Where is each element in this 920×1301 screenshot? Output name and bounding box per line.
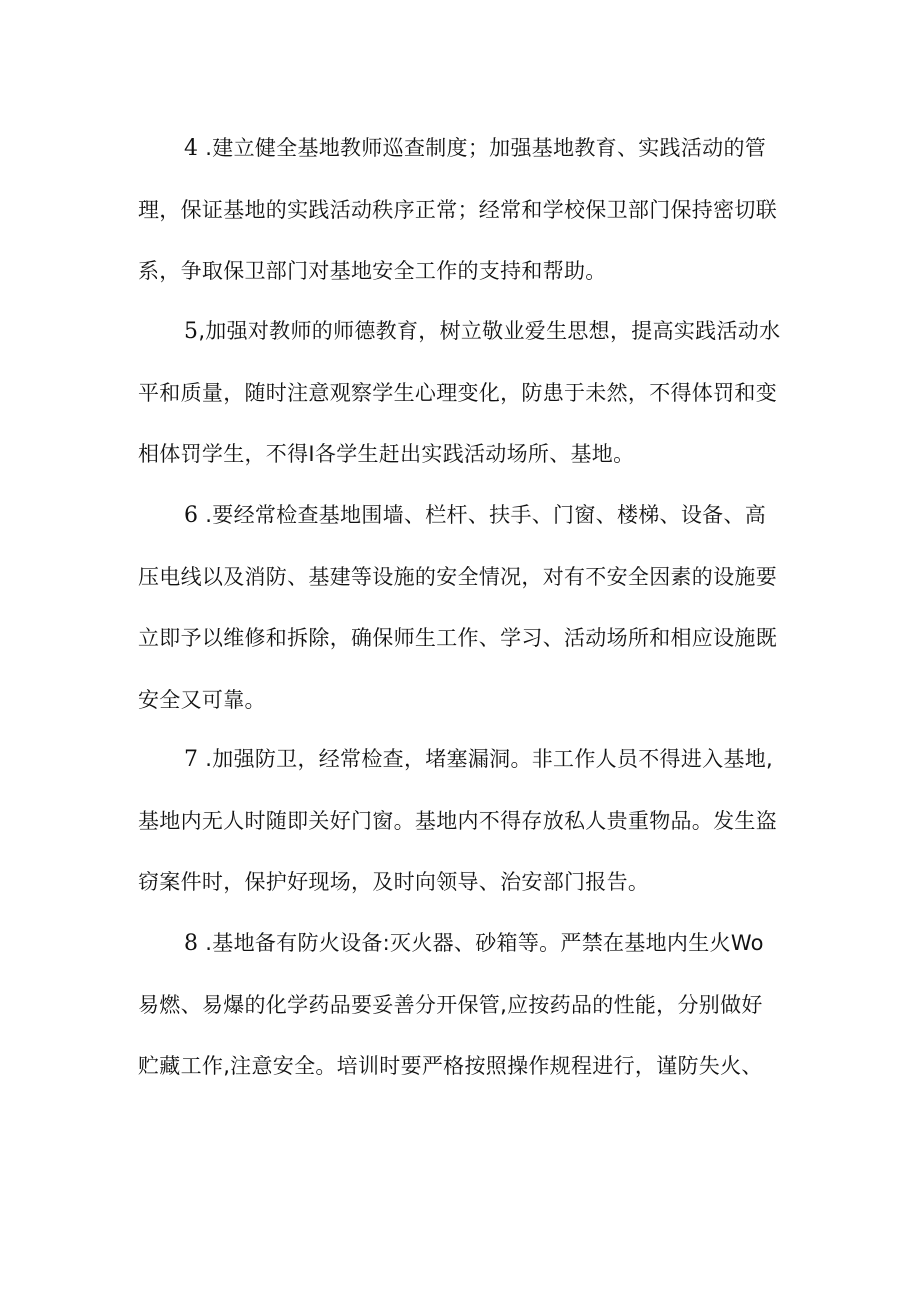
paragraph-line (138, 913, 788, 975)
line-text: 压电线以及消防、基建等设施的安全情况，对有不安全因素的设施要 (138, 564, 777, 589)
paragraph-line (138, 301, 788, 363)
paragraph-line (138, 729, 788, 791)
paragraph-8 (138, 913, 788, 1098)
paragraph-5 (138, 301, 788, 486)
line-text: ,加强对教师的师德教育，树立敬业爱生思想，提高实践活动水 (198, 319, 781, 343)
paragraph-number: 8 (184, 931, 199, 956)
line-text: .加强防卫，经常检查，堵塞漏洞。非工作人员不得进入基地, (198, 747, 774, 771)
paragraph-number: 6 (184, 503, 199, 528)
line-text: 立即予以维修和拆除，确保师生工作、学习、活动场所和相应设施既 (138, 626, 777, 650)
line-text: .建立健全基地教师巡查制度；加强基地教育、实践活动的管 (198, 136, 767, 160)
paragraph-4 (138, 118, 788, 303)
line-text: 易燃、易爆的化学药品要妥善分开保管,应按药品的性能，分别做好 (138, 992, 763, 1017)
paragraph-6 (138, 485, 788, 731)
paragraph-line (138, 118, 788, 180)
line-text: 系，争取保卫部门对基地安全工作的支持和帮助。 (138, 259, 607, 283)
paragraph-number: 7 (184, 747, 199, 772)
line-text: .基地备有防火设备:灭火器、砂箱等。严禁在基地内生火Wo (198, 931, 764, 955)
line-text: 安全又可靠。 (138, 687, 266, 712)
paragraph-number: 5 (184, 319, 199, 344)
paragraph-7 (138, 729, 788, 914)
paragraph-number: 4 (184, 136, 199, 161)
line-text: 窃案件时，保护好现场，及时向领导、治安部门报告。 (138, 870, 650, 894)
line-text: .要经常检查基地围墙、栏杆、扶手、门窗、楼梯、设备、高 (198, 503, 767, 527)
line-text: 基地内无人时随即关好门窗。基地内不得存放私人贵重物品。发生盗 (138, 808, 777, 833)
line-text: 理，保证基地的实践活动秩序正常；经常和学校保卫部门保持密切联 (138, 197, 777, 222)
line-text: 平和质量，随时注意观察学生心理变化，防患于未然，不得体罚和变 (138, 380, 777, 405)
paragraph-line (138, 485, 788, 547)
line-text: 贮藏工作,注意安全。培训时要严格按照操作规程进行，谨防失火、 (138, 1054, 763, 1078)
line-text: 相体罚学生，不得I各学生赶出实践活动场所、基地。 (138, 442, 635, 466)
